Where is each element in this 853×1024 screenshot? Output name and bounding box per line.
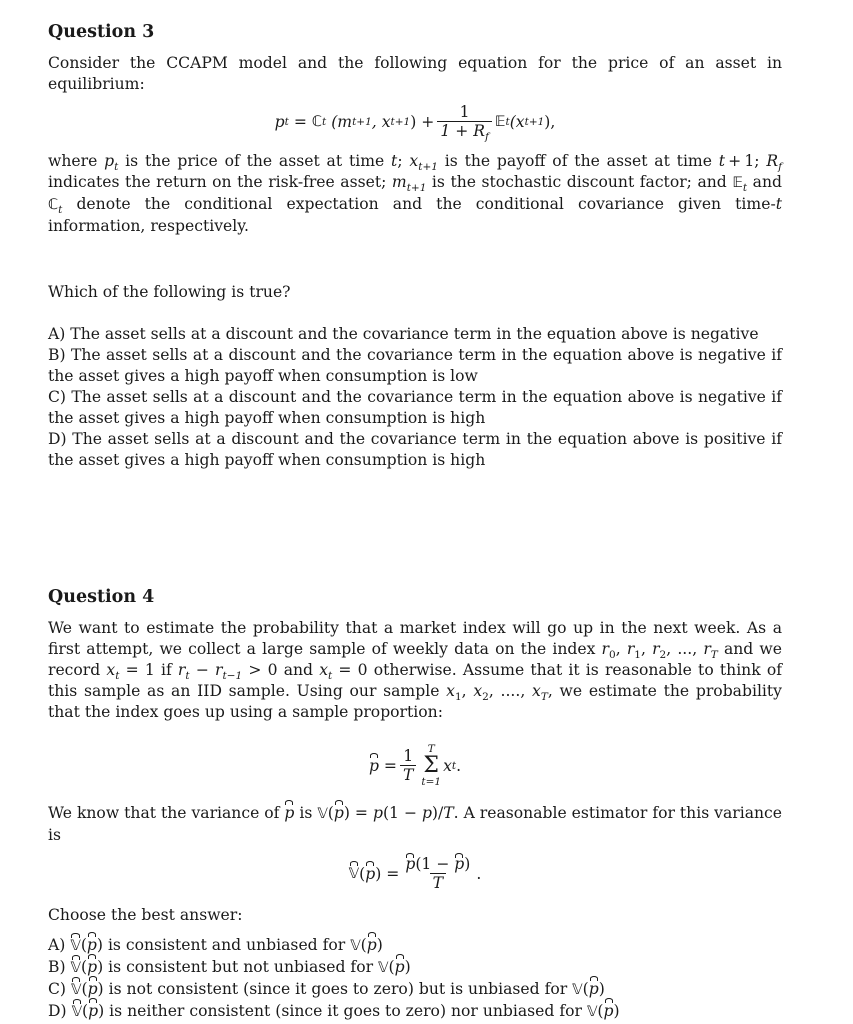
page xyxy=(48,20,782,1023)
q3-question: Which of the following is true? xyxy=(48,283,291,301)
q3-option-c[interactable]: C) The asset sells at a discount and the covariance term in the equation above is negative if the asset gives a high payoff when consumption is high xyxy=(48,388,782,427)
q4-variance-estimator: 𝕍 ( p ) = $\frac{p(1 - p)}{T}$ . xyxy=(348,854,482,892)
q4-option-b[interactable]: B) 𝕍(p) is consistent but not unbiased for 𝕍(p) xyxy=(48,957,782,979)
q4-variance-text: We know that the variance of p is 𝕍(p) = p(1 − p)/T. A reasonable estimator for this variance is xyxy=(48,804,783,844)
q3-options xyxy=(48,324,782,471)
q4-option-d[interactable]: D) 𝕍(p) is neither consistent (since it goes to zero) nor unbiased for 𝕍(p) xyxy=(48,1001,782,1023)
q4-choose: Choose the best answer: xyxy=(48,906,243,924)
q4-option-c[interactable]: C) 𝕍(p) is not consistent (since it goes to zero) but is unbiased for 𝕍(p) xyxy=(48,979,782,1001)
q4-option-a[interactable]: A) 𝕍(p) is consistent and unbiased for 𝕍(p) xyxy=(48,935,782,957)
q3-option-d[interactable]: D) The asset sells at a discount and the covariance term in the equation above is positive if the asset gives a high payoff when consumption is high xyxy=(48,430,782,469)
q4-options xyxy=(48,935,782,1023)
q3-equation: p t = ℂ t (m t+1 , x t+1 ) + $\frac{1}{1 + R_f}$ 𝔼 t (x t+1 ), xyxy=(274,102,556,143)
q4-paragraph: We want to estimate the probability that a market index will go up in the next week. As a first attempt, we collect a large sample of weekly data on the index $r_0$, $r_1$, $r_2$, ..., $r_T$ and we record $x_t = 1$ if $r_t - r_{t-1} > 0$ and $x_t = 0$ otherwise. Assume that it is reasonable to think of this sample as an IID sample. Using our sample $x_1$, $x_2$, ...., $x_T$, we estimate the probability that the index goes up using a sample proportion: xyxy=(48,619,783,721)
q4-title: Question 4 xyxy=(48,587,155,607)
q3-where: where $p_t$ is the price of the asset at time t; $x_{t+1}$ is the payoff of the asset at time t + 1; $R_f$ indicates the return on the risk-free asset; $m_{t+1}$ is the stochastic discount factor; and 𝔼$_t$ and ℂ$_t$ denote the conditional expectation and the conditional covariance given time-t information, respectively. xyxy=(48,152,783,235)
q3-fraction: $\frac{1}{1 + R_f}$ xyxy=(437,104,492,141)
q3-option-a[interactable]: A) The asset sells at a discount and the covariance term in the equation above is negative xyxy=(48,325,759,343)
q3-title: Question 3 xyxy=(48,22,155,42)
q3-intro: Consider the CCAPM model and the following equation for the price of an asset in equilibrium: xyxy=(48,54,782,93)
q4-estimator-equation: p = $\frac{1}{T}$ T Σ t=1 x t . xyxy=(368,743,462,788)
q3-option-b[interactable]: B) The asset sells at a discount and the covariance term in the equation above is negative if the asset gives a high payoff when consumption is low xyxy=(48,346,782,385)
